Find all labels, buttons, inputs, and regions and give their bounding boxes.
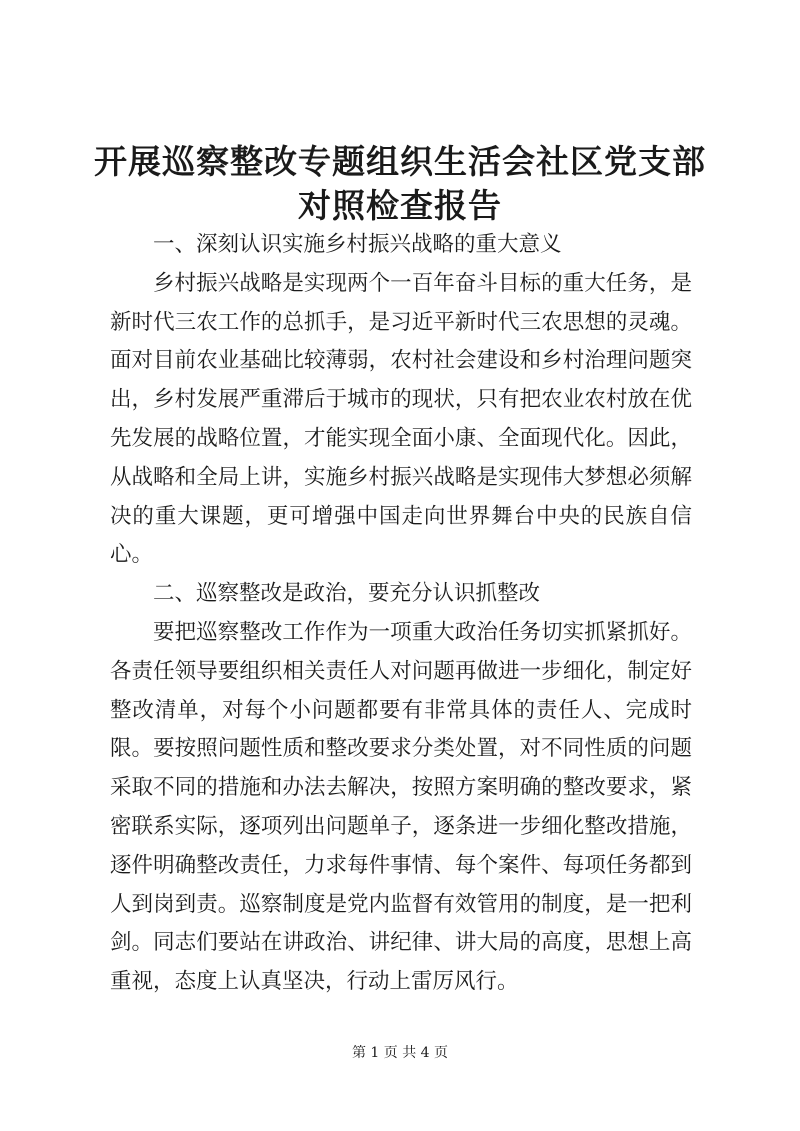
section-heading-1: 一、深刻认识实施乡村振兴战略的重大意义 (153, 232, 562, 257)
section-paragraph-1: 乡村振兴战略是实现两个一百年奋斗目标的重大任务，是新时代三农工作的总抓手，是习近平新时代三农思想的灵魂。面对目前农业基础比较薄弱，农村社会建设和乡村治理问题突出，乡村发展严重滞后于城市的现状，只有把农业农村放在优先发展的战略位置，才能实现全面小康、全面现代化。因此，从战略和全局上讲，实施乡村振兴战略是实现伟大梦想必须解决的重大课题，更可增强中国走向世界舞台中央的民族自信心。 (110, 270, 692, 568)
page-number-footer: 第 1 页 共 4 页 (351, 1045, 449, 1061)
section-heading-2: 二、巡察整改是政治，要充分认识抓整改 (153, 581, 541, 607)
document-body (110, 226, 692, 1002)
document-title: 开展巡察整改专题组织生活会社区党支部对照检查报告 (94, 142, 706, 225)
section-paragraph-2: 要把巡察整改工作作为一项重大政治任务切实抓紧抓好。各责任领导要组织相关责任人对问题再做进一步细化，制定好整改清单，对每个小问题都要有非常具体的责任人、完成时限。要按照问题性质和整改要求分类处置，对不同性质的问题采取不同的措施和办法去解决，按照方案明确的整改要求，紧密联系实际，逐项列出问题单子，逐条进一步细化整改措施，逐件明确整改责任，力求每件事情、每个案件、每项任务都到人到岗到责。巡察制度是党内监督有效管用的制度，是一把利剑。同志们要站在讲政治、讲纪律、讲大局的高度，思想上高重视，态度上认真坚决，行动上雷厉风行。 (110, 619, 692, 995)
